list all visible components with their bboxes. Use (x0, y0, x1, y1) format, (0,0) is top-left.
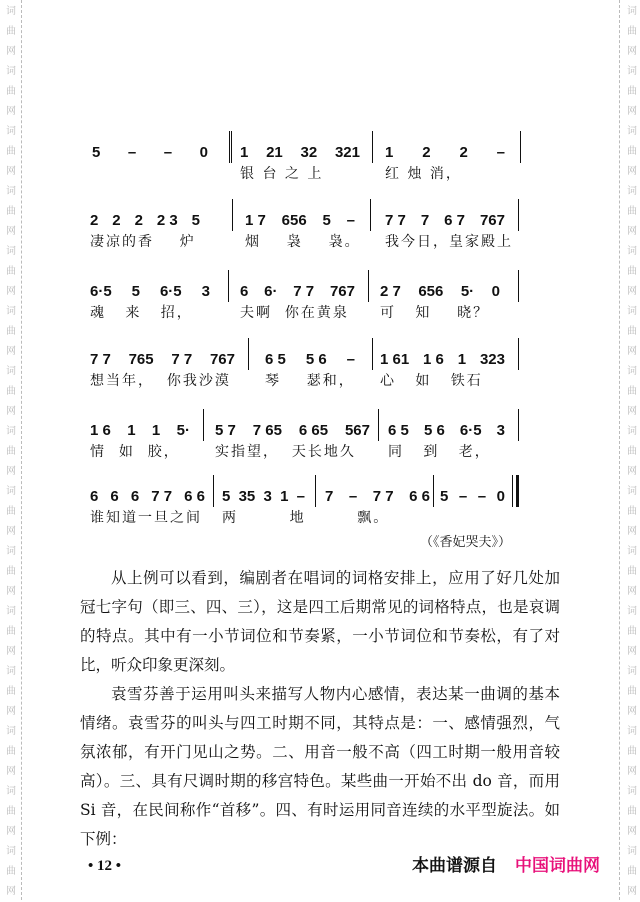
barline (228, 270, 229, 302)
watermark-text: 词 曲 网 (6, 606, 16, 657)
barline (368, 270, 369, 302)
note-group: 1 (385, 144, 394, 161)
lyrics: 飘。 (325, 510, 390, 526)
note-group: 1 (127, 422, 136, 439)
watermark-text: 词 曲 网 (6, 306, 16, 357)
score-line (0, 481, 640, 531)
note-group: – (346, 351, 355, 368)
note-group: 1 61 (380, 351, 410, 368)
note-group: 6 (110, 488, 119, 505)
watermark-text: 词 曲 网 (627, 606, 637, 657)
score-line (0, 276, 640, 326)
measure (385, 205, 505, 229)
note-group: 7 (420, 212, 430, 229)
measure (440, 481, 505, 505)
credit-prefix: 本曲谱源自 (412, 856, 497, 876)
barline (229, 131, 230, 163)
watermark-text: 词 曲 网 (6, 786, 16, 837)
measure (240, 137, 360, 161)
lyrics: 凄凉的香 炉 (90, 234, 196, 250)
watermark-text: 词 曲 网 (6, 366, 16, 417)
lyrics: 银 台 之 上 (240, 166, 324, 182)
note-group: 7 7 (385, 212, 406, 229)
note-group: – (346, 212, 355, 229)
lyrics: 我今日，皇家殿上 (385, 234, 513, 250)
measure (265, 344, 355, 368)
note-group: 765 (128, 351, 154, 368)
watermark-text: 词 曲 网 (6, 126, 16, 177)
note-group: 3 (201, 283, 210, 300)
note-group: 6 5 (388, 422, 409, 439)
barline (378, 409, 379, 441)
watermark-text: 词 曲 网 (627, 726, 637, 777)
note-group: 321 (334, 144, 360, 161)
note-group: – (458, 488, 468, 505)
note-group: 3 (496, 422, 505, 439)
note-group: 7 65 (252, 422, 282, 439)
note-group: 767 (479, 212, 505, 229)
watermark-text: 词 曲 网 (6, 486, 16, 537)
barline (232, 199, 233, 231)
score-line (0, 344, 640, 394)
measure (325, 481, 430, 505)
page-number: • 12 • (88, 858, 122, 874)
note-group: 6 (130, 488, 140, 505)
measure (90, 276, 210, 300)
note-group: 5 (440, 488, 449, 505)
note-group: 3 (263, 488, 272, 505)
barline (315, 475, 316, 507)
body-text (80, 564, 560, 854)
note-group: 0 (491, 283, 500, 300)
score-line (0, 137, 640, 187)
note-group: 6·5 (90, 283, 112, 300)
note-group: 1 7 (245, 212, 266, 229)
note-group: 7 7 (293, 283, 315, 300)
watermark-text: 词 曲 网 (6, 6, 16, 57)
note-group: 7 7 (171, 351, 193, 368)
note-group: 6 5 (265, 351, 286, 368)
note-group: 6 (240, 283, 249, 300)
watermark-text: 词 曲 网 (627, 6, 637, 57)
note-group: 6 6 (184, 488, 205, 505)
note-group: 6 (90, 488, 99, 505)
watermark-text: 词 曲 网 (6, 846, 16, 897)
barline (372, 338, 373, 370)
barline (370, 199, 371, 231)
note-group: 35 (238, 488, 256, 505)
note-group: 323 (479, 351, 505, 368)
watermark-text: 词 曲 网 (6, 426, 16, 477)
barline (203, 409, 204, 441)
note-group: 2 (422, 144, 431, 161)
note-group: 7 (325, 488, 334, 505)
note-group: 2 (459, 144, 468, 161)
lyrics: 同 到 老， (388, 444, 491, 460)
note-group: 0 (496, 488, 505, 505)
source-credit (412, 851, 600, 876)
barline (372, 131, 373, 163)
barline (520, 131, 521, 163)
note-group: – (477, 488, 487, 505)
barline (518, 409, 519, 441)
note-group: 21 (266, 144, 283, 161)
watermark-text: 词 曲 网 (627, 246, 637, 297)
lyrics: 情 如 胶， (90, 444, 180, 460)
note-group: 767 (329, 283, 355, 300)
note-group: 1 6 (90, 422, 111, 439)
paragraph: 袁雪芬善于运用叫头来描写人物内心感情，表达某一曲调的基本情绪。袁雪芬的叫头与四工时期不同，其特点是：一、感情强烈，气氛浓郁，有开门见山之势。二、用音一般不高（四工时期一般用音较高）。三、具有尺调时期的移宫特色。某些曲一开始不出 do 音，而用 Si 音，在民间称作“首移”。四、有时运用同音连续的水平型旋法。如下例： (80, 685, 560, 848)
note-group: 6· (264, 283, 278, 300)
measure (388, 415, 505, 439)
lyrics: 夫啊 你在黄泉 (240, 305, 349, 321)
measure (222, 481, 305, 505)
barline (231, 131, 232, 163)
watermark-text: 词 曲 网 (6, 246, 16, 297)
note-group: 5 6 (423, 422, 445, 439)
watermark-text: 词 曲 网 (627, 66, 637, 117)
note-group: 5· (176, 422, 190, 439)
lyrics: 可 知 晓？ (380, 305, 490, 321)
barline (248, 338, 249, 370)
note-group: 7 7 (151, 488, 173, 505)
note-group: 0 (199, 144, 208, 161)
measure (90, 415, 190, 439)
watermark-text: 词 曲 网 (627, 426, 637, 477)
note-group: 5 (131, 283, 140, 300)
watermark-text: 词 曲 网 (6, 186, 16, 237)
measure (90, 344, 235, 368)
barline (433, 475, 434, 507)
note-group: 7 7 (90, 351, 111, 368)
barline (518, 338, 519, 370)
note-group: 5 6 (305, 351, 327, 368)
lyrics: 实指望， 天长地久 (215, 444, 356, 460)
note-group: 2 (90, 212, 99, 229)
measure (380, 276, 500, 300)
note-group: 5 7 (215, 422, 236, 439)
note-group: 6·5 (459, 422, 482, 439)
watermark-text: 词 曲 网 (6, 66, 16, 117)
measure (245, 205, 355, 229)
credit-brand-link[interactable]: 中国词曲网 (515, 856, 600, 876)
lyrics: 烟 袅 袅。 (245, 234, 361, 250)
measure (380, 344, 505, 368)
note-group: 6 6 (409, 488, 430, 505)
measure (90, 205, 200, 229)
watermark-text: 词 曲 网 (627, 666, 637, 717)
lyrics: 红 烛 消， (385, 166, 462, 182)
lyrics: 心 如 铁石 (380, 373, 483, 389)
note-group: 1 (280, 488, 289, 505)
note-group: 1 (151, 422, 161, 439)
note-group: 1 6 (423, 351, 444, 368)
lyrics: 谁知道一旦之间 (90, 510, 202, 526)
lyrics: 两 地 (222, 510, 306, 526)
barline (518, 199, 519, 231)
note-group: 5 (191, 212, 200, 229)
note-group: 6 65 (298, 422, 329, 439)
watermark-text: 词 曲 网 (6, 666, 16, 717)
measure (92, 137, 208, 161)
note-group: – (496, 144, 505, 161)
note-group: 2 (112, 212, 121, 229)
watermark-text: 词 曲 网 (627, 486, 637, 537)
measure (215, 415, 370, 439)
note-group: 5 (92, 144, 101, 161)
note-group: 1 (457, 351, 467, 368)
note-group: 7 7 (372, 488, 394, 505)
note-group: 5 (222, 488, 231, 505)
lyrics: 琴 瑟和， (265, 373, 355, 389)
note-group: 5· (460, 283, 475, 300)
barline (518, 270, 519, 302)
note-group: 2 7 (380, 283, 401, 300)
watermark-text: 词 曲 网 (627, 366, 637, 417)
lyrics: 魂 来 招， (90, 305, 193, 321)
note-group: 5 (322, 212, 331, 229)
score-line (0, 415, 640, 465)
measure (385, 137, 505, 161)
final-double-barline (512, 475, 519, 507)
watermark-text: 词 曲 网 (627, 306, 637, 357)
note-group: – (127, 144, 137, 161)
lyrics: 想当年， 你我沙漠 (90, 373, 231, 389)
note-group: 567 (344, 422, 370, 439)
watermark-text: 词 曲 网 (627, 846, 637, 897)
note-group: 656 (418, 283, 444, 300)
barline (213, 475, 214, 507)
score-source: （《香妃哭夫》） (420, 535, 512, 550)
measure (240, 276, 355, 300)
note-group: – (348, 488, 358, 505)
watermark-text: 词 曲 网 (627, 186, 637, 237)
note-group: 767 (209, 351, 235, 368)
note-group: 6·5 (159, 283, 182, 300)
note-group: 656 (281, 212, 307, 229)
note-group: 2 3 (156, 212, 178, 229)
watermark-text: 词 曲 网 (6, 546, 16, 597)
paragraph: 从上例可以看到，编剧者在唱词的词格安排上，应用了好几处加冠七字句（即三、四、三），这是四工后期常见的词格特点，也是哀调的特点。其中有一小节词位和节奏紧，一小节词位和节奏松，有了对比，听众印象更深刻。 (80, 569, 560, 674)
score-line (0, 205, 640, 255)
watermark-text: 词 曲 网 (627, 126, 637, 177)
note-group: 32 (300, 144, 318, 161)
note-group: 1 (240, 144, 249, 161)
watermark-text: 词 曲 网 (627, 546, 637, 597)
note-group: – (296, 488, 305, 505)
measure (90, 481, 205, 505)
note-group: 2 (134, 212, 143, 229)
watermark-text: 词 曲 网 (627, 786, 637, 837)
note-group: 6 7 (444, 212, 465, 229)
note-group: – (163, 144, 173, 161)
watermark-text: 词 曲 网 (6, 726, 16, 777)
